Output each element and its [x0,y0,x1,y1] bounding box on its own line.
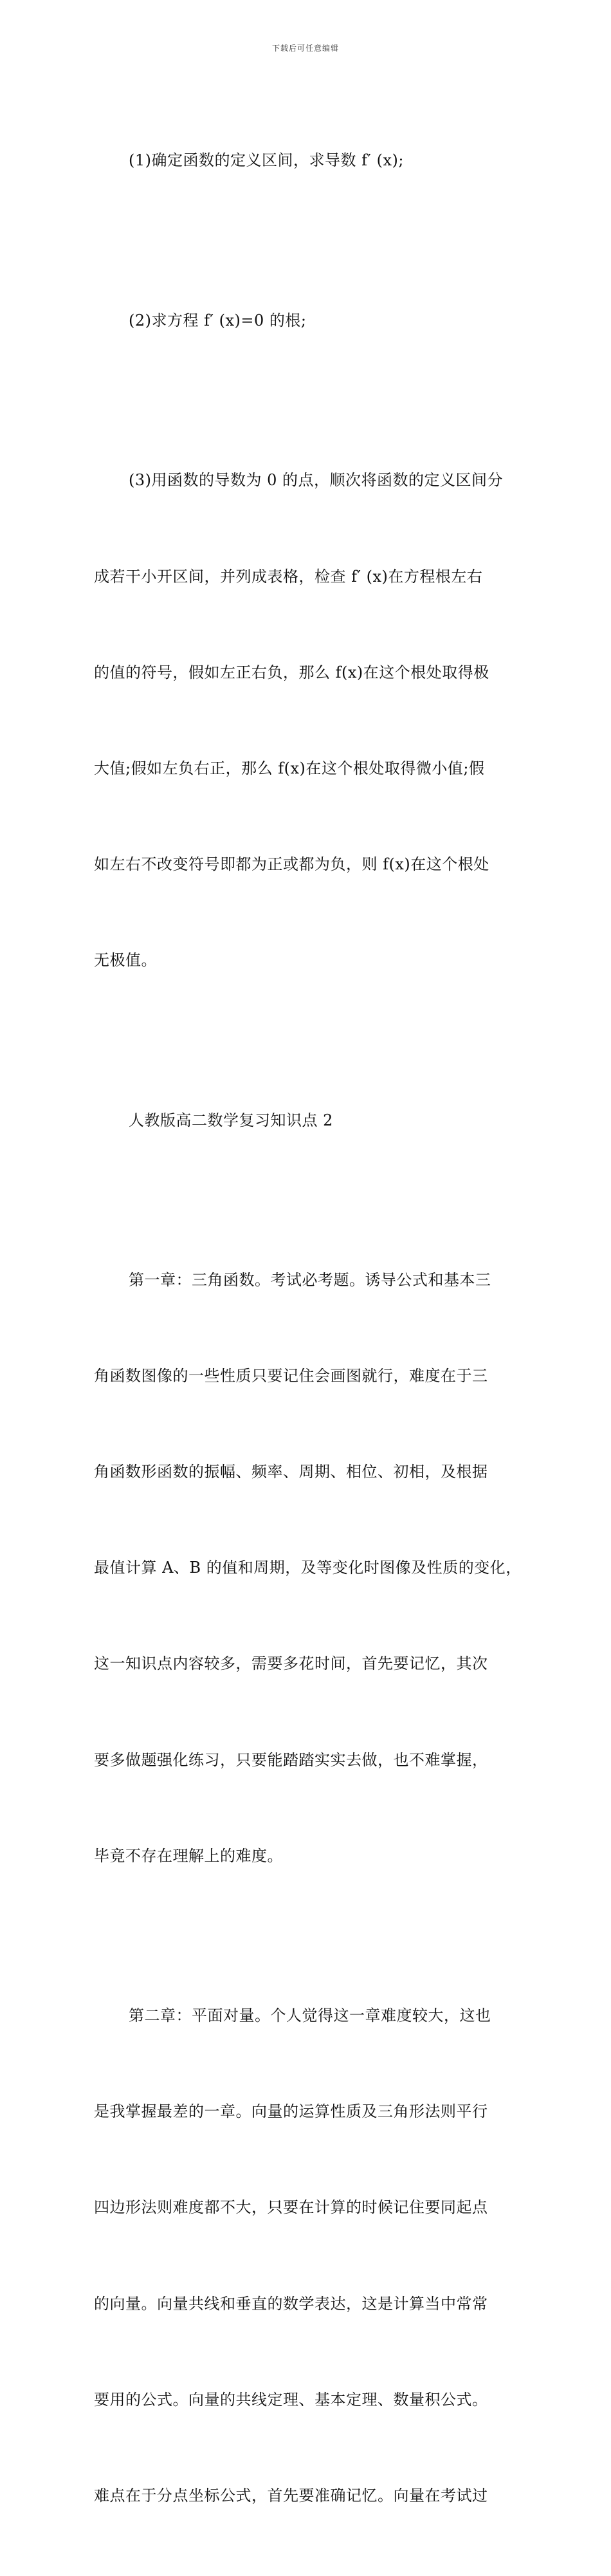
text-line: 角函数形函数的振幅、频率、周期、相位、初相，及根据 [94,1463,488,1481]
header-note: 下载后可任意编辑 [271,44,339,53]
text-line: 大值;假如左负右正，那么 f(x)在这个根处取得微小值;假 [94,759,485,777]
text-line: 的值的符号，假如左正右负，那么 f(x)在这个根处取得极 [94,663,489,681]
text-line: 要多做题强化练习，只要能踏踏实实去做，也不难掌握， [94,1750,488,1769]
paragraph-step-2 [94,241,521,402]
text-line: 最值计算 A、B 的值和周期，及等变化时图像及性质的变化， [94,1559,522,1577]
paragraph-chapter-2 [94,1936,521,2576]
text-line: 成若干小开区间，并列成表格，检查 f′ (x)在方程根左右 [94,567,483,586]
text-line: 难点在于分点坐标公式，首先要准确记忆。向量在考试过 [94,2486,488,2505]
text-line: 如左右不改变符号即都为正或都为负，则 f(x)在这个根处 [94,855,489,873]
text-line: 四边形法则难度都不大，只要在计算的时候记住要同起点 [94,2198,488,2217]
text-line: 是我掌握最差的一章。向量的运算性质及三角形法则平行 [94,2102,488,2121]
text-line: 角函数图像的一些性质只要记住会画图就行，难度在于三 [94,1367,488,1385]
text-line: 的向量。向量共线和垂直的数学表达，这是计算当中常常 [94,2294,488,2313]
paragraph-step-3 [94,401,521,1041]
text-line: 第二章：平面对量。个人觉得这一章难度较大，这也 [129,2006,491,2025]
text-line: 毕竟不存在理解上的难度。 [94,1846,283,1865]
text-line: 第一章：三角函数。考试必考题。诱导公式和基本三 [129,1271,491,1290]
document-body [94,81,521,2576]
text-line: 无极值。 [94,950,157,969]
text-line: 这一知识点内容较多，需要多花时间，首先要记忆，其次 [94,1654,488,1673]
paragraph-chapter-1 [94,1201,521,1936]
text-line: (2)求方程 f′ (x)=0 的根; [129,311,307,329]
section-heading [94,1041,521,1201]
paragraph-step-1 [94,81,521,241]
text-line: (3)用函数的导数为 0 的点，顺次将函数的定义区间分 [129,471,504,490]
text-line: (1)确定函数的定义区间，求导数 f′ (x); [129,151,404,170]
text-line: 人教版高二数学复习知识点 2 [129,1111,333,1129]
text-line: 要用的公式。向量的共线定理、基本定理、数量积公式。 [94,2390,488,2409]
